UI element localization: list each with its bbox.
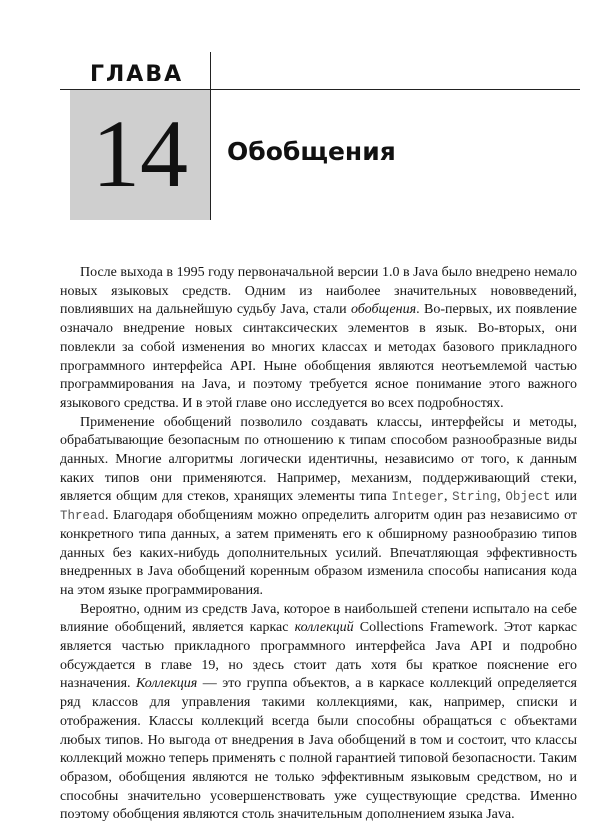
paragraph-1 bbox=[60, 264, 577, 414]
paragraph-text: . Во-первых, их появление означало внедрение новых синтаксических элементов в язык. Во-вторых, они повлекли за собой изменения во многих классах и методах базового прикладного программного интерфейса API. Ныне обобщения являются неотъемлемой частью программирования на Java, и поэтому требуется ясное понимание этого важного языкового средства. И в этой главе оно исследуется во всех подробностях. bbox=[60, 302, 577, 411]
separator: , bbox=[497, 489, 506, 505]
emphasis-term: обобщения bbox=[350, 302, 417, 318]
paragraph-text: Вероятно, одним из средств Java, которое в наибольшей степени испытало на себе влияние обобщений, является каркас bbox=[60, 601, 577, 636]
code-term: Integer bbox=[391, 490, 444, 505]
body-text bbox=[60, 264, 577, 825]
separator: или bbox=[550, 489, 577, 505]
paragraph-text: — это группа объектов, а в каркасе коллекций определяется ряд классов для управления такими коллекциями, как, например, списки и отображения. Классы коллекций всегда были способны обращаться с объектами любых типов. Но выгода от внедрения в Java обобщений в том и состоит, что классы коллекций можно теперь применять с полной гарантией типовой безопасности. Таким образом, обобщения являются не только эффективным языковым средством, но и способны значительно усовершенствовать уже существующие средства. Именно поэтому обобщения являются столь значительным дополнением языка Java. bbox=[60, 676, 578, 823]
code-term: Thread bbox=[60, 509, 106, 524]
paragraph-text: Применение обобщений позволило создавать классы, интерфейсы и методы, обрабатывающие безопасным по отношению к типам способом разнообразные виды данных. Многие алгоритмы логически идентичны, независимо от того, к данным каких типов они применяются. Например, механизм, поддерживающий стеки, является общим для стеков, хранящих элементы типа bbox=[60, 414, 577, 505]
paragraph-text: После выхода в 1995 году первоначальной версии 1.0 в Java было внедрено немало новых языковых средств. Одним из наиболее значительных нововведений, повлиявших на дальнейшую судьбу Java, стали bbox=[60, 265, 577, 318]
header-vertical-rule bbox=[210, 52, 211, 220]
chapter-title: Обобщения bbox=[227, 137, 396, 166]
paragraph-text: . Благодаря обобщениям можно определить алгоритм один раз независимо от конкретного типа данных, а затем применять его к обширному разнообразию типов данных без каких-нибудь дополнительных усилий. Впечатляющая эффективность внедренных в Java обобщений коренным образом изменила способы написания кода на этом языке программирования. bbox=[60, 508, 577, 598]
emphasis-term: Коллекция bbox=[136, 676, 198, 692]
code-term: String bbox=[452, 490, 498, 505]
paragraph-text: Collections Framework. Этот каркас является частью прикладного программного интерфейса Java API и подробно обсуждается в главе 19, но здесь стоит дать хотя бы краткое пояснение его назначения. bbox=[60, 620, 577, 692]
separator: , bbox=[443, 489, 453, 505]
code-term: Object bbox=[505, 490, 551, 505]
chapter-label: ГЛАВА bbox=[90, 62, 184, 87]
paragraph-2 bbox=[60, 414, 577, 601]
paragraph-3 bbox=[60, 601, 577, 825]
emphasis-term: коллекций bbox=[294, 620, 354, 636]
chapter-number: 14 bbox=[92, 100, 188, 207]
